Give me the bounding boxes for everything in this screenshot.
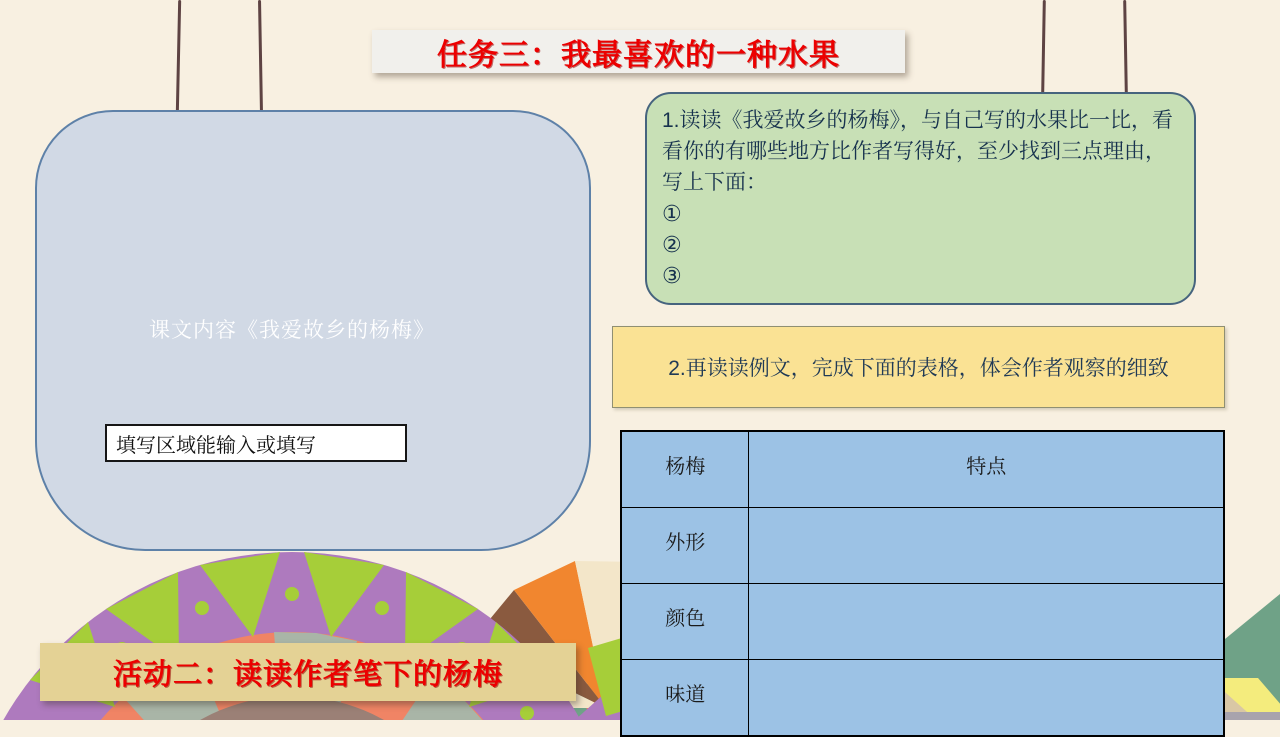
table-row [621, 660, 1224, 737]
reading-card-label: 课文内容《我爱故乡的杨梅》 [149, 319, 435, 342]
answer-line-1[interactable]: ① [662, 201, 682, 226]
task1-text: 1.读读《我爱故乡的杨梅》，与自己写的水果比一比，看看你的有哪些地方比作者写得好，至少找到三点理由，写上下面： [662, 109, 1174, 194]
task2-note [612, 326, 1225, 408]
header-cell-tedian: 特点 [749, 431, 1224, 508]
cell-taste-value[interactable] [749, 660, 1224, 737]
answer-line-3[interactable]: ③ [662, 263, 682, 288]
cell-color-value[interactable] [749, 584, 1224, 660]
answer-line-2[interactable]: ② [662, 232, 682, 257]
reading-card [35, 110, 591, 551]
page-title: 任务三：我最喜欢的一种水果 [437, 38, 840, 72]
task2-text: 2.再读读例文，完成下面的表格，体会作者观察的细致 [668, 357, 1169, 380]
row-label-taste: 味道 [621, 660, 749, 737]
table-row [621, 584, 1224, 660]
table-row [621, 508, 1224, 584]
fill-input-area[interactable]: 填写区域能输入或填写 [105, 424, 407, 462]
table-header-row [621, 431, 1224, 508]
row-label-color: 颜色 [621, 584, 749, 660]
cell-appearance-value[interactable] [749, 508, 1224, 584]
page-title-banner [372, 30, 905, 73]
activity-banner [40, 643, 576, 701]
yangmei-feature-table [620, 430, 1225, 737]
task1-note [645, 92, 1196, 305]
activity-banner-text: 活动二：读读作者笔下的杨梅 [112, 658, 503, 691]
row-label-appearance: 外形 [621, 508, 749, 584]
header-cell-yangmei: 杨梅 [621, 431, 749, 508]
